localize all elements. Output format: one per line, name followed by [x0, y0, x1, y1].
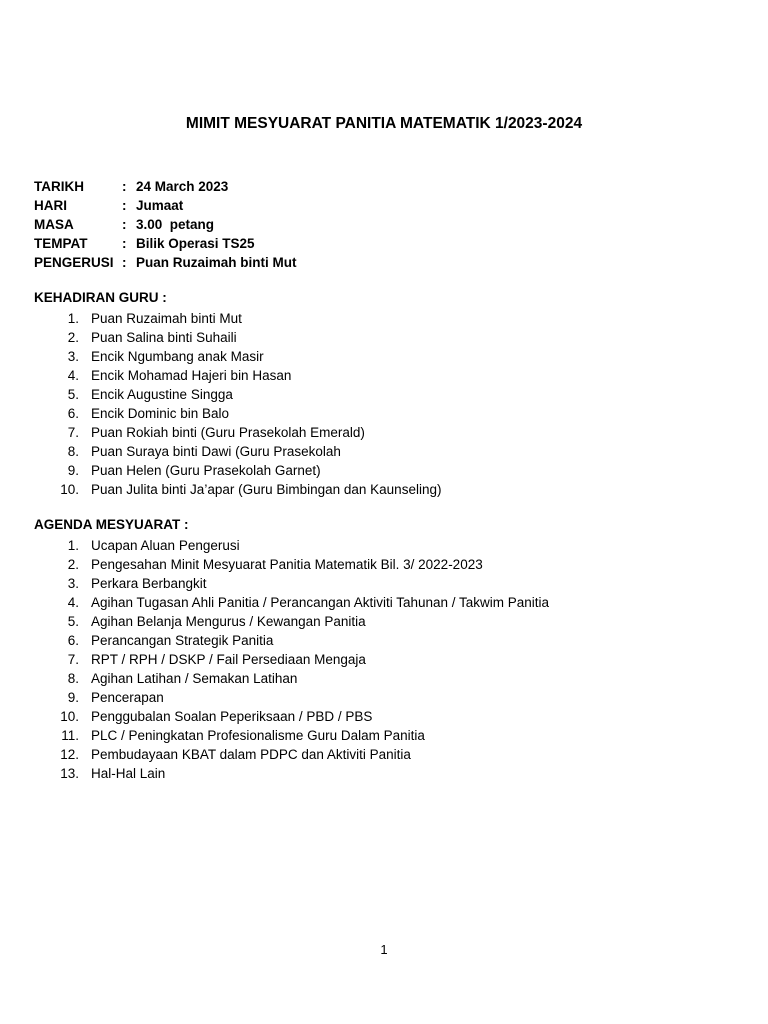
list-text: Puan Salina binti Suhaili: [91, 330, 237, 345]
list-item: [34, 726, 549, 745]
list-number: 5.: [67, 614, 79, 629]
list-text: Puan Suraya binti Dawi (Guru Prasekolah: [91, 444, 341, 459]
list-item: [34, 650, 549, 669]
list-text: RPT / RPH / DSKP / Fail Persediaan Mengaja: [91, 652, 366, 667]
list-text: Pengesahan Minit Mesyuarat Panitia Matematik Bil. 3/ 2022-2023: [91, 557, 483, 572]
list-text: Puan Julita binti Ja’apar (Guru Bimbingan dan Kaunseling): [91, 482, 442, 497]
info-row-time: [34, 215, 297, 234]
info-row-day: [34, 196, 297, 215]
list-number: 7.: [67, 425, 79, 440]
list-item: [34, 536, 549, 555]
list-number: 1.: [67, 311, 79, 326]
list-number: 9.: [67, 463, 79, 478]
list-number: 4.: [67, 368, 79, 383]
list-item: [34, 612, 549, 631]
list-text: Encik Dominic bin Balo: [91, 406, 230, 421]
list-text: Encik Mohamad Hajeri bin Hasan: [91, 368, 292, 383]
list-item: [34, 707, 549, 726]
list-item: [34, 669, 549, 688]
info-label: HARI: [34, 198, 67, 213]
info-value: 24 March 2023: [136, 179, 229, 194]
info-value: Puan Ruzaimah binti Mut: [136, 255, 297, 270]
list-number: 6.: [67, 633, 79, 648]
list-number: 11.: [61, 728, 79, 743]
agenda-heading: AGENDA MESYUARAT :: [34, 517, 189, 532]
list-number: 4.: [67, 595, 79, 610]
list-text: Puan Helen (Guru Prasekolah Garnet): [91, 463, 321, 478]
info-row-chair: [34, 253, 297, 272]
info-colon: :: [122, 198, 127, 213]
info-colon: :: [122, 179, 127, 194]
info-value: Bilik Operasi TS25: [136, 236, 255, 251]
list-number: 3.: [67, 349, 79, 364]
list-text: Encik Ngumbang anak Masir: [91, 349, 264, 364]
agenda-list: [34, 536, 549, 783]
info-colon: :: [122, 236, 127, 251]
list-number: 10.: [60, 709, 79, 724]
list-text: Ucapan Aluan Pengerusi: [91, 538, 240, 553]
list-item: [34, 347, 441, 366]
info-value: Jumaat: [136, 198, 184, 213]
list-text: Pencerapan: [91, 690, 164, 705]
info-label: TEMPAT: [34, 236, 88, 251]
list-number: 8.: [67, 671, 79, 686]
info-row-date: [34, 177, 297, 196]
list-item: [34, 366, 441, 385]
list-item: [34, 745, 549, 764]
list-text: Agihan Tugasan Ahli Panitia / Perancangan Aktiviti Tahunan / Takwim Panitia: [91, 595, 550, 610]
info-colon: :: [122, 217, 127, 232]
list-item: [34, 555, 549, 574]
page-number: 1: [380, 942, 388, 957]
list-text: Penggubalan Soalan Peperiksaan / PBD / PBS: [91, 709, 373, 724]
info-label: TARIKH: [34, 179, 84, 194]
list-item: [34, 328, 441, 347]
info-row-venue: [34, 234, 297, 253]
list-item: [34, 423, 441, 442]
list-text: Perkara Berbangkit: [91, 576, 207, 591]
list-number: 2.: [67, 557, 79, 572]
list-item: [34, 461, 441, 480]
list-text: Encik Augustine Singga: [91, 387, 233, 402]
list-item: [34, 442, 441, 461]
list-number: 8.: [67, 444, 79, 459]
list-item: [34, 480, 441, 499]
list-item: [34, 764, 549, 783]
list-text: Agihan Latihan / Semakan Latihan: [91, 671, 298, 686]
list-number: 2.: [67, 330, 79, 345]
list-text: Puan Ruzaimah binti Mut: [91, 311, 242, 326]
list-text: PLC / Peningkatan Profesionalisme Guru Dalam Panitia: [91, 728, 425, 743]
list-number: 7.: [67, 652, 79, 667]
list-text: Agihan Belanja Mengurus / Kewangan Panitia: [91, 614, 366, 629]
list-text: Pembudayaan KBAT dalam PDPC dan Aktiviti Panitia: [91, 747, 411, 762]
list-number: 10.: [60, 482, 79, 497]
list-item: [34, 404, 441, 423]
list-item: [34, 309, 441, 328]
list-number: 9.: [67, 690, 79, 705]
list-item: [34, 385, 441, 404]
list-text: Puan Rokiah binti (Guru Prasekolah Emerald): [91, 425, 365, 440]
list-text: Hal-Hal Lain: [91, 766, 166, 781]
list-number: 6.: [67, 406, 79, 421]
list-item: [34, 574, 549, 593]
info-label: PENGERUSI: [34, 255, 114, 270]
list-number: 3.: [67, 576, 79, 591]
meeting-info: [34, 177, 297, 272]
info-colon: :: [122, 255, 127, 270]
attendance-list: [34, 309, 441, 499]
list-number: 12.: [60, 747, 79, 762]
list-text: Perancangan Strategik Panitia: [91, 633, 274, 648]
document-title: MIMIT MESYUARAT PANITIA MATEMATIK 1/2023-2024: [185, 115, 583, 132]
list-number: 13.: [60, 766, 79, 781]
info-label: MASA: [34, 217, 74, 232]
list-item: [34, 593, 549, 612]
list-number: 1.: [67, 538, 79, 553]
list-item: [34, 688, 549, 707]
list-number: 5.: [67, 387, 79, 402]
attendance-heading: KEHADIRAN GURU :: [34, 290, 167, 305]
list-item: [34, 631, 549, 650]
info-value: 3.00 petang: [136, 217, 215, 232]
